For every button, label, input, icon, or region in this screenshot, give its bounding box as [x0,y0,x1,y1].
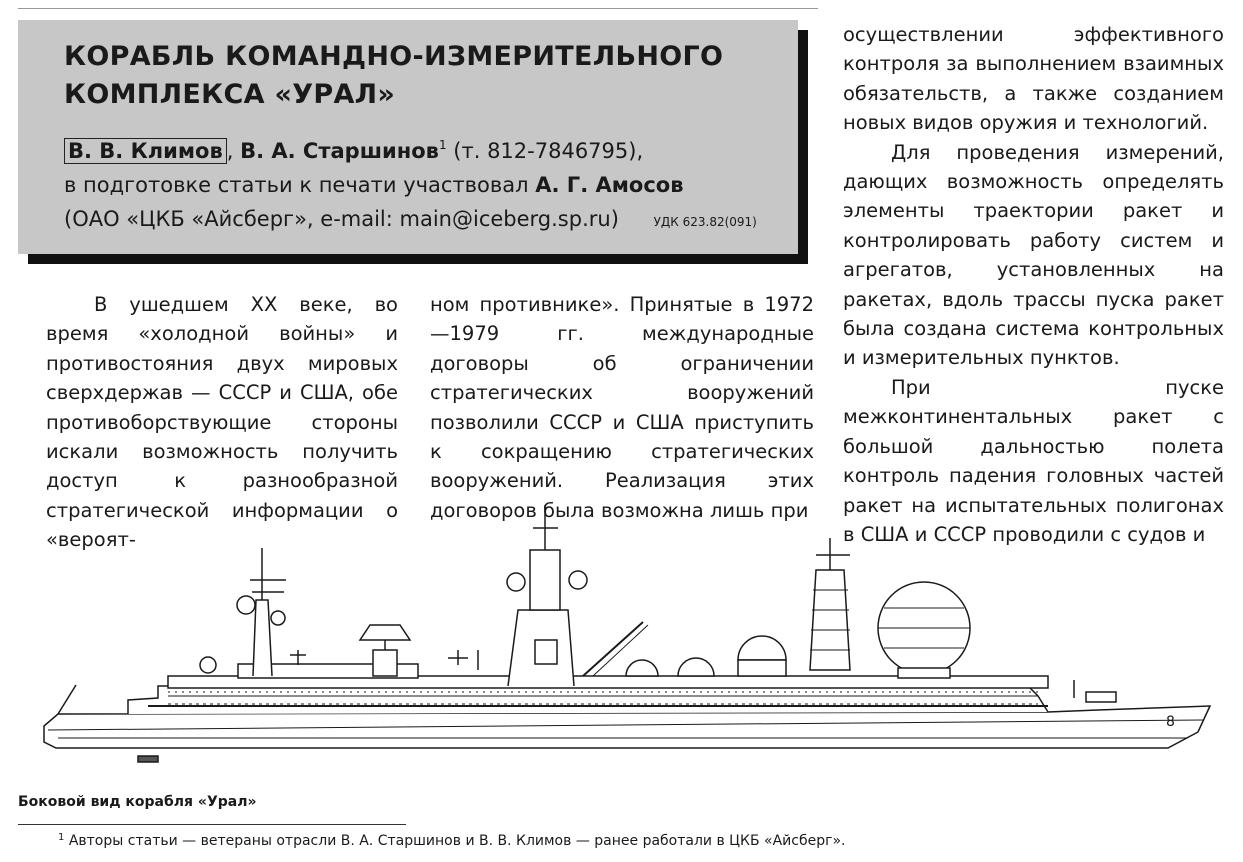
hull-number: 8 [1166,714,1175,730]
author-block [64,128,757,239]
aft-mast [810,570,850,670]
title-line-1: КОРАБЛЬ КОМАНДНО-ИЗМЕРИТЕЛЬНОГО [64,41,724,72]
organization-email: (ОАО «ЦКБ «Айсберг», e-mail: main@iceberg.sp.ru) [64,207,619,231]
footnote-rule [18,824,406,825]
footnote-ref: 1 [438,138,447,152]
article-header [18,20,798,254]
radome-medium [738,636,786,660]
text-column-3 [843,20,1224,549]
paragraph: При пуске межконтинентальных ракет с большой дальностью полета контроль падения головных частей ракет на испытательных полигонах в США и СССР проводили с судов и [843,375,1224,546]
author-name-klimov: В. В. Климов [64,138,227,164]
ship-side-view-drawing [38,500,1213,775]
author-line-1: В. В. Климов , В. А. Старшинов$^1$ (т. 812-7846795), [64,128,757,168]
preparation-note: в подготовке статьи к печати участвовал [64,173,529,197]
author-name-amosov: А. Г. Амосов [535,173,684,197]
paragraph: ном противнике». Принятые в 1972—1979 гг. международные договоры об ограничении стратегических вооружений позволили СССР и США приступить к сокращению стратегических вооружений. Реализация этих договоров была возможна лишь при [430,293,814,522]
paragraph: В ушедшем XX веке, во время «холодной войны» и противостояния двух мировых сверхдержав — СССР и США, обе противоборствующие стороны искали возможность получить доступ к разнообразной стратегической информации о «вероят- [46,293,398,552]
paragraph: Для проведения измерений, дающих возможность определять элементы траектории ракет и контролировать работу систем и агрегатов, установленных на ракетах, вдоль трассы пуска ракет была создана система контрольных и измерительных пунктов. [843,140,1224,370]
author-name-starshinov: В. А. Старшинов [240,139,439,163]
udk-code: УДК 623.82(091) [653,215,757,229]
fore-mast [253,600,272,676]
superstructure [128,686,1048,714]
footnote-text: Авторы статьи — ветераны отрасли В. А. Старшинов и В. В. Климов — ранее работали в ЦКБ «Айсберг». [68,833,846,849]
top-rule [18,8,818,9]
footnote [58,832,845,849]
radome-small-2 [678,658,714,676]
text-column-2 [430,290,814,525]
figure-caption: Боковой вид корабля «Урал» [18,794,257,810]
footnote-mark: 1 [58,832,65,843]
author-phone: (т. 812-7846795), [453,139,644,163]
radome-small-1 [626,660,658,676]
author-line-3 [64,202,757,239]
title-line-2: КОМПЛЕКСА «УРАЛ» [64,79,396,110]
author-line-2 [64,168,757,202]
portholes [148,705,1048,707]
paragraph: осуществлении эффективного контроля за выполнением взаимных обязательств, а также созданием новых видов оружия и технологий. [843,23,1224,135]
article-title [64,38,764,114]
